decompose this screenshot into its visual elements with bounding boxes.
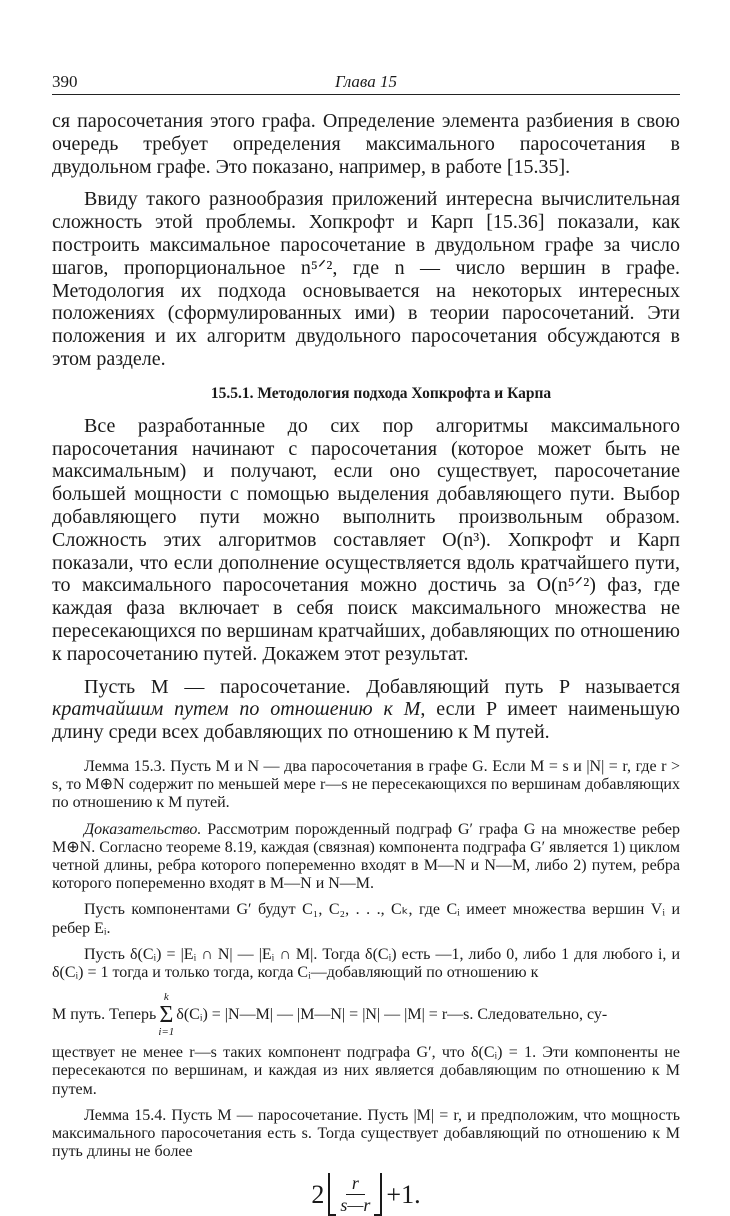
sum-post: δ(Cᵢ) = |N—M| — |M—N| = |N| — |M| = r—s. Следовательно, су- (176, 1006, 608, 1024)
proof-label: Доказательство. (84, 820, 202, 838)
proof (52, 821, 680, 894)
fraction-denominator: s—r (340, 1195, 371, 1216)
chapter-title: Глава 15 (335, 72, 397, 91)
section-title: 15.5.1. Методология подхода Хопкрофта и Карпа (210, 384, 552, 402)
paragraph-definition (52, 676, 680, 744)
paragraph-methodology: Все разработанные до сих пор алгоритмы максимального паросочетания начинают с паросочетания (которое может быть не максимальным) и получают, если оно существует, паросочетание большей мощности с помощью выделения добавляющего пути. Выбор добавляющего пути можно выполнить произвольным образом. Сложность этих алгоритмов составляет O(n³). Хопкрофт и Карп показали, что если дополнение осуществляется вдоль кратчайшего пути, то максимального паросочетания можно достичь за O(n⁵ᐟ²) фаз, где каждая фаза включает в себя поиск максимального множества не пересекающихся по вершинам кратчайших, добавляющих по отношению к паросочетанию путей. Докажем этот результат. (52, 414, 680, 665)
sum-pre: M путь. Теперь (52, 1006, 157, 1024)
sum-upper: k (163, 991, 169, 1004)
running-header (52, 72, 680, 95)
components-paragraph: Пусть компонентами G′ будут C₁, C₂, . . ., Cₖ, где Cᵢ имеет множества вершин Vᵢ и ребер Eᵢ. (52, 901, 680, 937)
definition-term: кратчайшим путем по отношению к M (52, 698, 421, 721)
page-number: 390 (52, 72, 78, 91)
proof-text: Рассмотрим порожденный подграф G′ графа G на множестве ребер M⊕N. Согласно теореме 8.19, каждая (связная) компонента подграфа G′ является 1) циклом четной длины, ребра которого попеременно входят в M—N и N—M, либо 2) путем, ребра которого попеременно входят в M—N и N—M. (52, 820, 680, 893)
sigma: Σ (159, 1002, 174, 1029)
lemma-15-4: Лемма 15.4. Пусть M — паросочетание. Пусть |M| = r, и предположим, что мощность максимального паросочетания есть s. Тогда существует добавляющий по отношению к M путь длины не более (52, 1106, 680, 1161)
definition-part1: Пусть M — паросочетание. Добавляющий путь P называется (84, 675, 680, 698)
definition-part2: , если P имеет наименьшую длину среди всех добавляющих по отношению к M путей. (52, 698, 680, 744)
paragraph-continuation: ся паросочетания этого графа. Определение элемента разбиения в свою очередь требует определения максимального паросочетания в двудольном графе. Это показано, например, в работе [15.35]. (52, 110, 680, 178)
sum-lower: i=1 (158, 1026, 175, 1039)
sum-line (52, 992, 680, 1038)
page-body (52, 110, 680, 1216)
sum-symbol (158, 992, 174, 1038)
formula-tail: +1. (386, 1179, 421, 1209)
after-sum-paragraph: ществует не менее r—s таких компонент подграфа G′, что δ(Cᵢ) = 1. Эти компоненты не пересекаются по вершинам, и каждая из них является добавляющим по отношению к M путем. (52, 1044, 680, 1098)
lemma-15-3: Лемма 15.3. Пусть M и N — два паросочетания в графе G. Если M = s и |N| = r, где r > s, то M⊕N содержит по меньшей мере r—s не пересекающихся по вершинам добавляющих по отношению к M путей. (52, 757, 680, 812)
delta-paragraph: Пусть δ(Cᵢ) = |Eᵢ ∩ N| — |Eᵢ ∩ M|. Тогда δ(Cᵢ) есть —1, либо 0, либо 1 для любого i, и δ(Cᵢ) = 1 тогда и только тогда, когда Cᵢ—добавляющий по отношению к (52, 945, 680, 981)
formula-coef: 2 (311, 1179, 325, 1209)
fraction-numerator: r (346, 1173, 365, 1195)
paragraph-complexity: Ввиду такого разнообразия приложений интересна вычислительная сложность этой проблемы. Хопкрофт и Карп [15.36] показали, как построить максимальное паросочетание в двудольном графе за число шагов, пропорциональное n⁵ᐟ², где n — число вершин в графе. Методология их подхода основывается на некоторых интересных положениях (сформулированных ими) в теории паросочетаний. Эти положения и их алгоритм двудольного паросочетания обсуждаются в этом разделе. (52, 188, 680, 370)
